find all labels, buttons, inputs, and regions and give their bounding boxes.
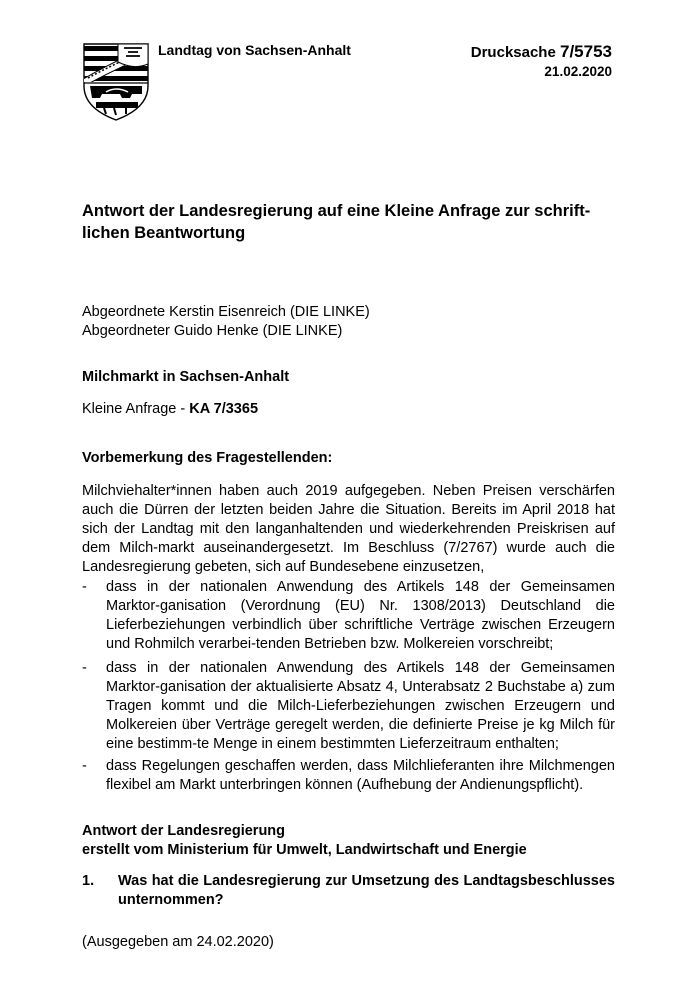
inquiry-label: Kleine Anfrage - xyxy=(82,401,190,417)
answer-heading xyxy=(82,822,527,860)
bullet-dash: - xyxy=(82,579,87,595)
subject: Milchmarkt in Sachsen-Anhalt xyxy=(82,369,290,385)
preliminary-paragraph: Milchviehalter*innen haben auch 2019 aufgegeben. Neben Preisen verschärfen auch die Dürren der letzten beiden Jahre die Situation. Bereits im April 2018 hat sich der Landtag mit den langanhaltenden und wiederkehrenden Preiskrisen auf dem Milch-markt auseinandergesetzt. Im Beschluss (7/2767) wurde auch die Landesregierung gebeten, sich auf Bundesebene einzusetzen, xyxy=(82,483,615,575)
document-date: 21.02.2020 xyxy=(544,64,612,79)
inquiry-number: KA 7/3365 xyxy=(189,401,259,417)
answer-heading-line-2: erstellt vom Ministerium für Umwelt, Landwirtschaft und Energie xyxy=(82,842,527,858)
bullet-text: dass in der nationalen Anwendung des Artikels 148 der Gemeinsamen Marktor-ganisation der aktualisierte Absatz 4, Unterabsatz 2 Buchstabe a) zum Tragen kommt und die Milch-Lieferbeziehungen zwischen Erzeugern und Molkereien über Verträge geregelt werden, die definierte Preise je kg Milch für eine bestimm-te Menge in einem bestimmten Lieferzeitraum enthalten; xyxy=(106,660,615,752)
bullet-item-1 xyxy=(82,578,615,654)
question-number: 1. xyxy=(82,873,95,889)
document-number-value: 7/5753 xyxy=(560,42,612,61)
question-text: Was hat die Landesregierung zur Umsetzung des Landtagsbeschlusses unternommen? xyxy=(118,873,615,908)
document-number xyxy=(471,42,612,62)
document-title: Antwort der Landesregierung auf eine Kleine Anfrage zur schrift-lichen Beantwortung xyxy=(82,202,591,242)
bullet-text: dass in der nationalen Anwendung des Artikels 148 der Gemeinsamen Marktor-ganisation (Verordnung (EU) Nr. 1308/2013) Deutschland die Lieferbeziehungen verbindlich über schriftliche Verträge zwischen Erzeugern und Rohmilch verarbei-tenden Betrieben bzw. Molkereien vorschreibt; xyxy=(106,579,615,652)
bullet-item-2 xyxy=(82,659,615,754)
coat-of-arms-icon xyxy=(82,42,150,122)
document-label: Drucksache xyxy=(470,44,556,61)
inquiry-reference xyxy=(82,400,258,419)
author-1: Abgeordnete Kerstin Eisenreich (DIE LINKE) xyxy=(82,304,370,320)
parliament-name: Landtag von Sachsen-Anhalt xyxy=(158,42,351,58)
issued-date-footer: (Ausgegeben am 24.02.2020) xyxy=(82,934,274,950)
bullet-dash: - xyxy=(82,758,87,774)
document-info xyxy=(471,42,612,81)
bullet-dash: - xyxy=(82,660,87,676)
authors xyxy=(82,303,370,341)
preliminary-heading: Vorbemerkung des Fragestellenden: xyxy=(82,450,333,466)
bullet-text: dass Regelungen geschaffen werden, dass Milchlieferanten ihre Milchmengen flexibel am Markt unterbringen können (Aufhebung der Andienungspflicht). xyxy=(106,758,615,793)
bullet-item-3 xyxy=(82,757,615,795)
question-1 xyxy=(82,872,615,910)
author-2: Abgeordneter Guido Henke (DIE LINKE) xyxy=(82,323,343,339)
answer-heading-line-1: Antwort der Landesregierung xyxy=(82,823,286,839)
